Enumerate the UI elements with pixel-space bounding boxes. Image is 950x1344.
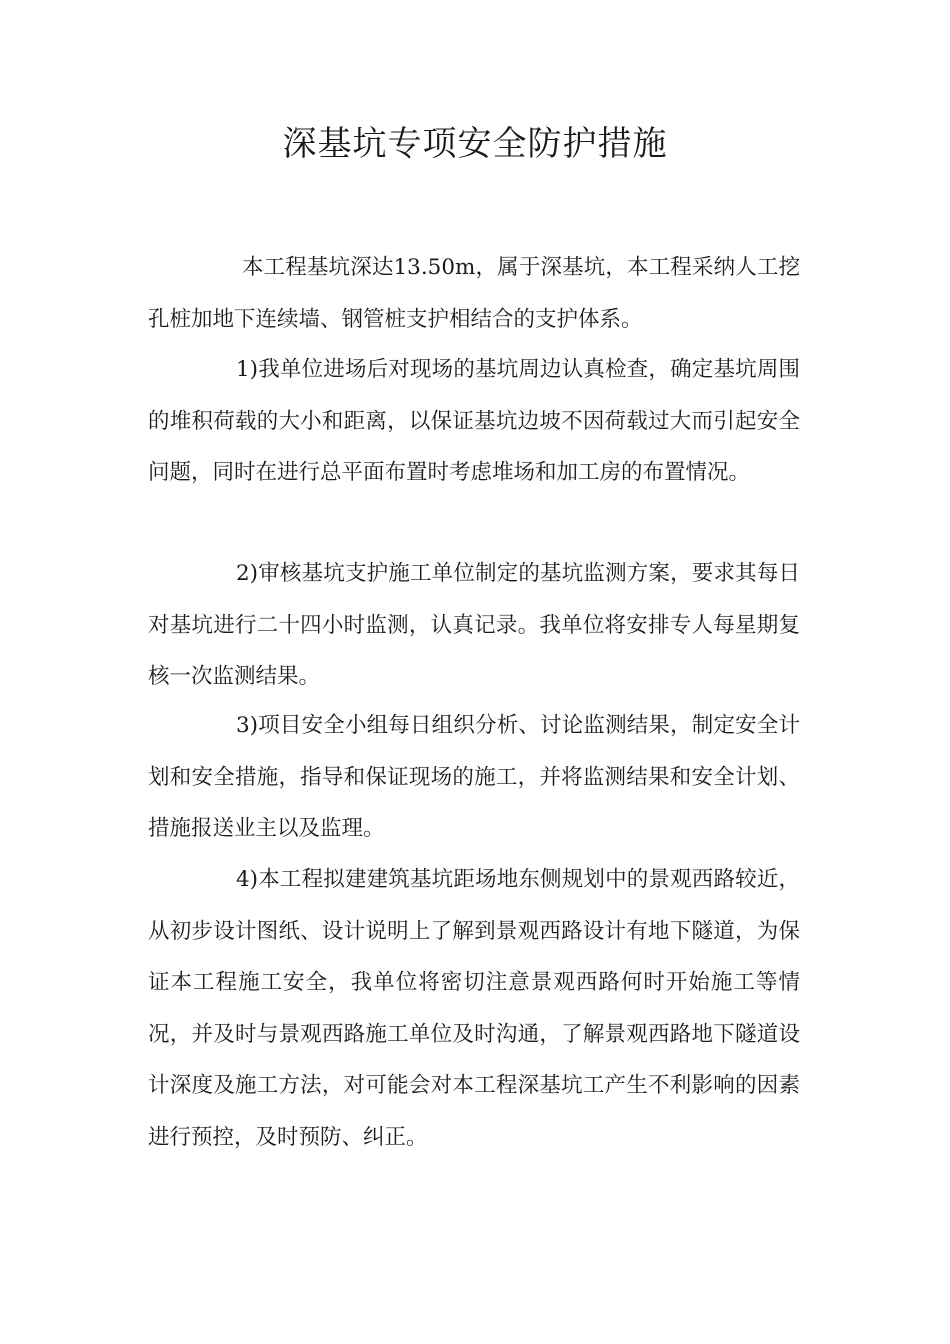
paragraph-item-3: 3)项目安全小组每日组织分析、讨论监测结果，制定安全计划和安全措施，指导和保证现场的施工，并将监测结果和安全计划、措施报送业主以及监理。 <box>148 713 800 841</box>
paragraph-item-4: 4)本工程拟建建筑基坑距场地东侧规划中的景观西路较近，从初步设计图纸、设计说明上了解到景观西路设计有地下隧道，为保证本工程施工安全，我单位将密切注意景观西路何时开始施工等情况，并及时与景观西路施工单位及时沟通，了解景观西路地下隧道设计深度及施工方法，对可能会对本工程深基坑工产生不利影响的因素进行预控，及时预防、纠正。 <box>148 867 800 1150</box>
paragraph-item-1: 1)我单位进场后对现场的基坑周边认真检查，确定基坑周围的堆积荷载的大小和距离，以保证基坑边坡不因荷载过大而引起安全问题，同时在进行总平面布置时考虑堆场和加工房的布置情况。 <box>148 357 800 485</box>
document-title: 深基坑专项安全防护措施 <box>282 124 668 164</box>
paragraph-item-2: 2)审核基坑支护施工单位制定的基坑监测方案，要求其每日对基坑进行二十四小时监测，认真记录。我单位将安排专人每星期复核一次监测结果。 <box>148 561 800 689</box>
paragraph-intro: 本工程基坑深达13.50m，属于深基坑，本工程采纳人工挖孔桩加地下连续墙、钢管桩支护相结合的支护体系。 <box>148 255 800 332</box>
